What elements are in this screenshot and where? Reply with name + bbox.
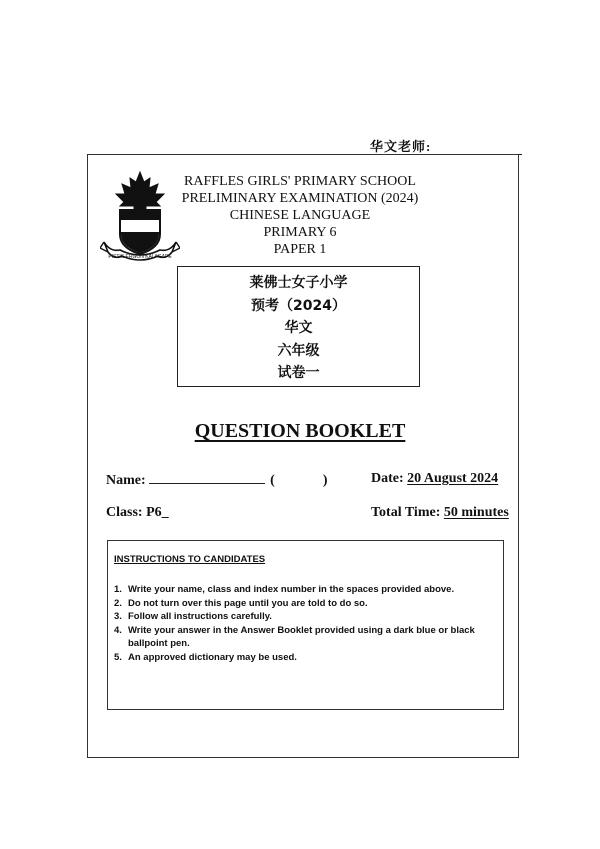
time-label: Total Time: [371, 505, 441, 520]
date-label: Date: [371, 471, 404, 486]
time-value: 50 minutes [443, 505, 509, 520]
chinese-header-box [177, 266, 420, 387]
instruction-item: 3. Follow all instructions carefully. [114, 611, 272, 623]
index-paren-open: ( [270, 473, 275, 488]
date-field-row [371, 471, 498, 487]
school-header [180, 173, 420, 258]
date-value: 20 August 2024 [407, 471, 499, 486]
class-value: P6_ [146, 505, 169, 520]
instructions-list [114, 583, 497, 665]
teacher-name-line [370, 136, 522, 155]
subject-name: CHINESE LANGUAGE [229, 208, 371, 223]
level-name: PRIMARY 6 [263, 225, 337, 240]
instruction-item: 1. Write your name, class and index number in the spaces provided above. [114, 584, 455, 595]
index-paren-close: ) [322, 473, 328, 488]
teacher-label: 华文老师: [370, 139, 432, 154]
booklet-title: QUESTION BOOKLET [194, 420, 406, 442]
class-field-row [106, 505, 169, 521]
cn-subject-name: 华文 [284, 320, 313, 336]
instructions-box [107, 540, 504, 710]
class-label: Class: [106, 505, 143, 520]
exam-name: PRELIMINARY EXAMINATION (2024) [181, 191, 419, 206]
instruction-item: 4. Write your answer in the Answer Booklet provided using a dark blue or black ballpoint pen. [114, 624, 475, 650]
instruction-item: 2. Do not turn over this page until you are told to do so. [114, 597, 368, 609]
school-crest-icon [100, 170, 180, 262]
cn-exam-name: 预考（2024） [251, 297, 346, 314]
instructions-heading: INSTRUCTIONS TO CANDIDATES [114, 554, 266, 565]
cn-school-name: 莱佛士女子小学 [249, 275, 348, 291]
paper-name: PAPER 1 [273, 242, 327, 257]
crest-motto: PISTIS ERGON KAI AGAPE [108, 254, 172, 260]
cn-level-name: 六年级 [277, 342, 320, 359]
school-name: RAFFLES GIRLS' PRIMARY SCHOOL [184, 174, 416, 189]
name-field-row [106, 471, 328, 489]
name-blank [149, 471, 265, 484]
name-label: Name: [106, 473, 146, 488]
cn-paper-name: 试卷一 [277, 365, 320, 381]
instruction-item: 5. An approved dictionary may be used. [114, 651, 297, 663]
time-field-row [371, 505, 509, 521]
